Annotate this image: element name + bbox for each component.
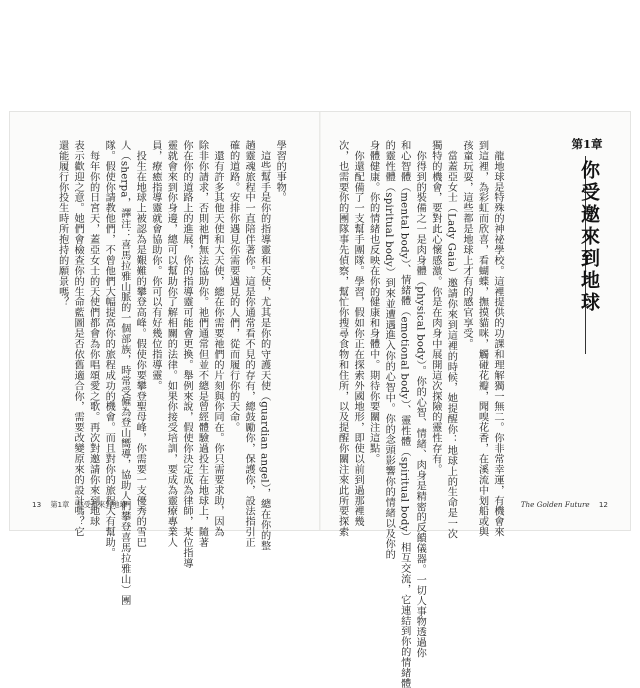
text-column: 每年你的日宮天，蓋亞女士的天使們都會為你唱頌愛之歌。再次對邀請你來到地球	[87, 140, 99, 527]
text-column: 隊。假使你請教他們，不曾他們大幅提高你的旅程成功的機會。而且對你的旅程大有幫助。	[103, 140, 115, 558]
text-column: 的靈性體（spiritual body）到來並遭遇進入你的心智中。你的念頭影響你的情緒以及你的	[383, 140, 395, 560]
right-page-body	[334, 140, 505, 688]
text-column: 表示歡迎之意。她們會檢查你的生命藍圖是否依舊適合你，需要改變原來的設計嗎？它	[72, 140, 84, 538]
text-column: 身體健康。你的情緒也反映在你的健康和身體中。期待你要關注這點。	[367, 140, 379, 464]
chapter-number: 第1章	[571, 137, 603, 151]
book-gutter	[319, 112, 321, 530]
text-column: 你得到的裝備之一是肉身體（physical body）。你的心智、情緒、肉身是精密的反饋儀器。一切人事物透過你	[414, 140, 426, 659]
text-column: 你還配備了一支幫手團隊。學習，假如你正在探索外國地形，即使以前到過那裡幾	[352, 140, 364, 527]
left-running-head: 第1章 你受邀來到地球	[50, 500, 127, 509]
text-column: 當蓋亞女士（Lady Gaia）邀請你來到這裡的時候，她提醒你：地球上的生命是一次	[445, 140, 457, 539]
right-running-head: The Golden Future	[520, 500, 590, 509]
text-column: 次，也需要你的團隊事先偵察，幫忙你搜尋食物和住所，以及提醒你關注來此所要探索	[336, 140, 348, 538]
text-column: 確的道路。安排你遇見你需要遇見的人們，從而履行你的天命。	[227, 140, 239, 433]
text-column: 人（sherpa，譯注：喜馬拉雅山脈的一個部族，時常受僱為登山嚮導，協助人們攀登喜馬拉雅山）團	[118, 140, 130, 606]
left-page-folio	[32, 500, 127, 510]
text-column: 獨特的機會，要對此心懷感激。你是在肉身中展開這次探險的靈性存有。	[429, 140, 441, 475]
left-page-number: 13	[32, 500, 42, 509]
text-column: 到這裡，為彩虹而欣喜，看蝴蝶，撫摸貓咪，觸碰花瓣，聞嗅花香，在溪流中划船或與	[476, 140, 488, 538]
text-column: 趟靈魂旅程中一直陪伴著你。這是你通常看不見的存有，總鼓勵你，保護你，設法指引正	[243, 140, 255, 548]
text-column: 和心智體（mental body）、情緒體（emotional body）、靈性體（spiritual body）相互交流，它連結到你的情緒體	[398, 140, 410, 688]
chapter-title: 你受邀來到地球	[578, 160, 600, 314]
right-page-number: 12	[598, 500, 608, 509]
text-column: 龍地球是特殊的神祕學校。這裡提供的功課和理解獨一無二。你非常幸運，有機會來	[492, 140, 504, 538]
text-column: 除非你請求，否則祂們無法協助你。祂們通常但並不總是曾經體驗過投生在地球上，隨著	[196, 140, 208, 548]
right-page-folio	[521, 500, 608, 509]
text-column: 學習的事物。	[274, 140, 286, 203]
text-column: 你在你的道路上的進展，你的指導靈可能會更換。舉例來說，假使你決定成為律師，某位指導	[180, 140, 192, 569]
text-column: 孩童玩耍，這些都是地球上才有的感官享受。	[460, 140, 472, 349]
book-spread	[10, 112, 630, 688]
text-column: 投生在地球上被認為是艱難的攀登高峰。假使你要攀登聖母峰，你需要一支優秀的雪巴	[134, 140, 146, 548]
text-column: 還有許多其他天使和大天使，總在你需要祂們的片刻與你同在。你只需要求助，因為	[212, 140, 224, 538]
text-column: 員，療癒指導靈就會協助你。你可以有好幾位指導靈。	[149, 140, 161, 391]
text-column: 還能履行你投生時所抱持的願景嗎？	[56, 140, 68, 308]
text-column: 這些幫手是你的指導靈和天使，尤其是你的守護天使（guardian angel），總在你的整	[258, 140, 270, 551]
text-column: 靈就會來到你身邊，總可以幫助你了解相關的法律。如果你接受培訓，要成為靈療專業人	[165, 140, 177, 548]
